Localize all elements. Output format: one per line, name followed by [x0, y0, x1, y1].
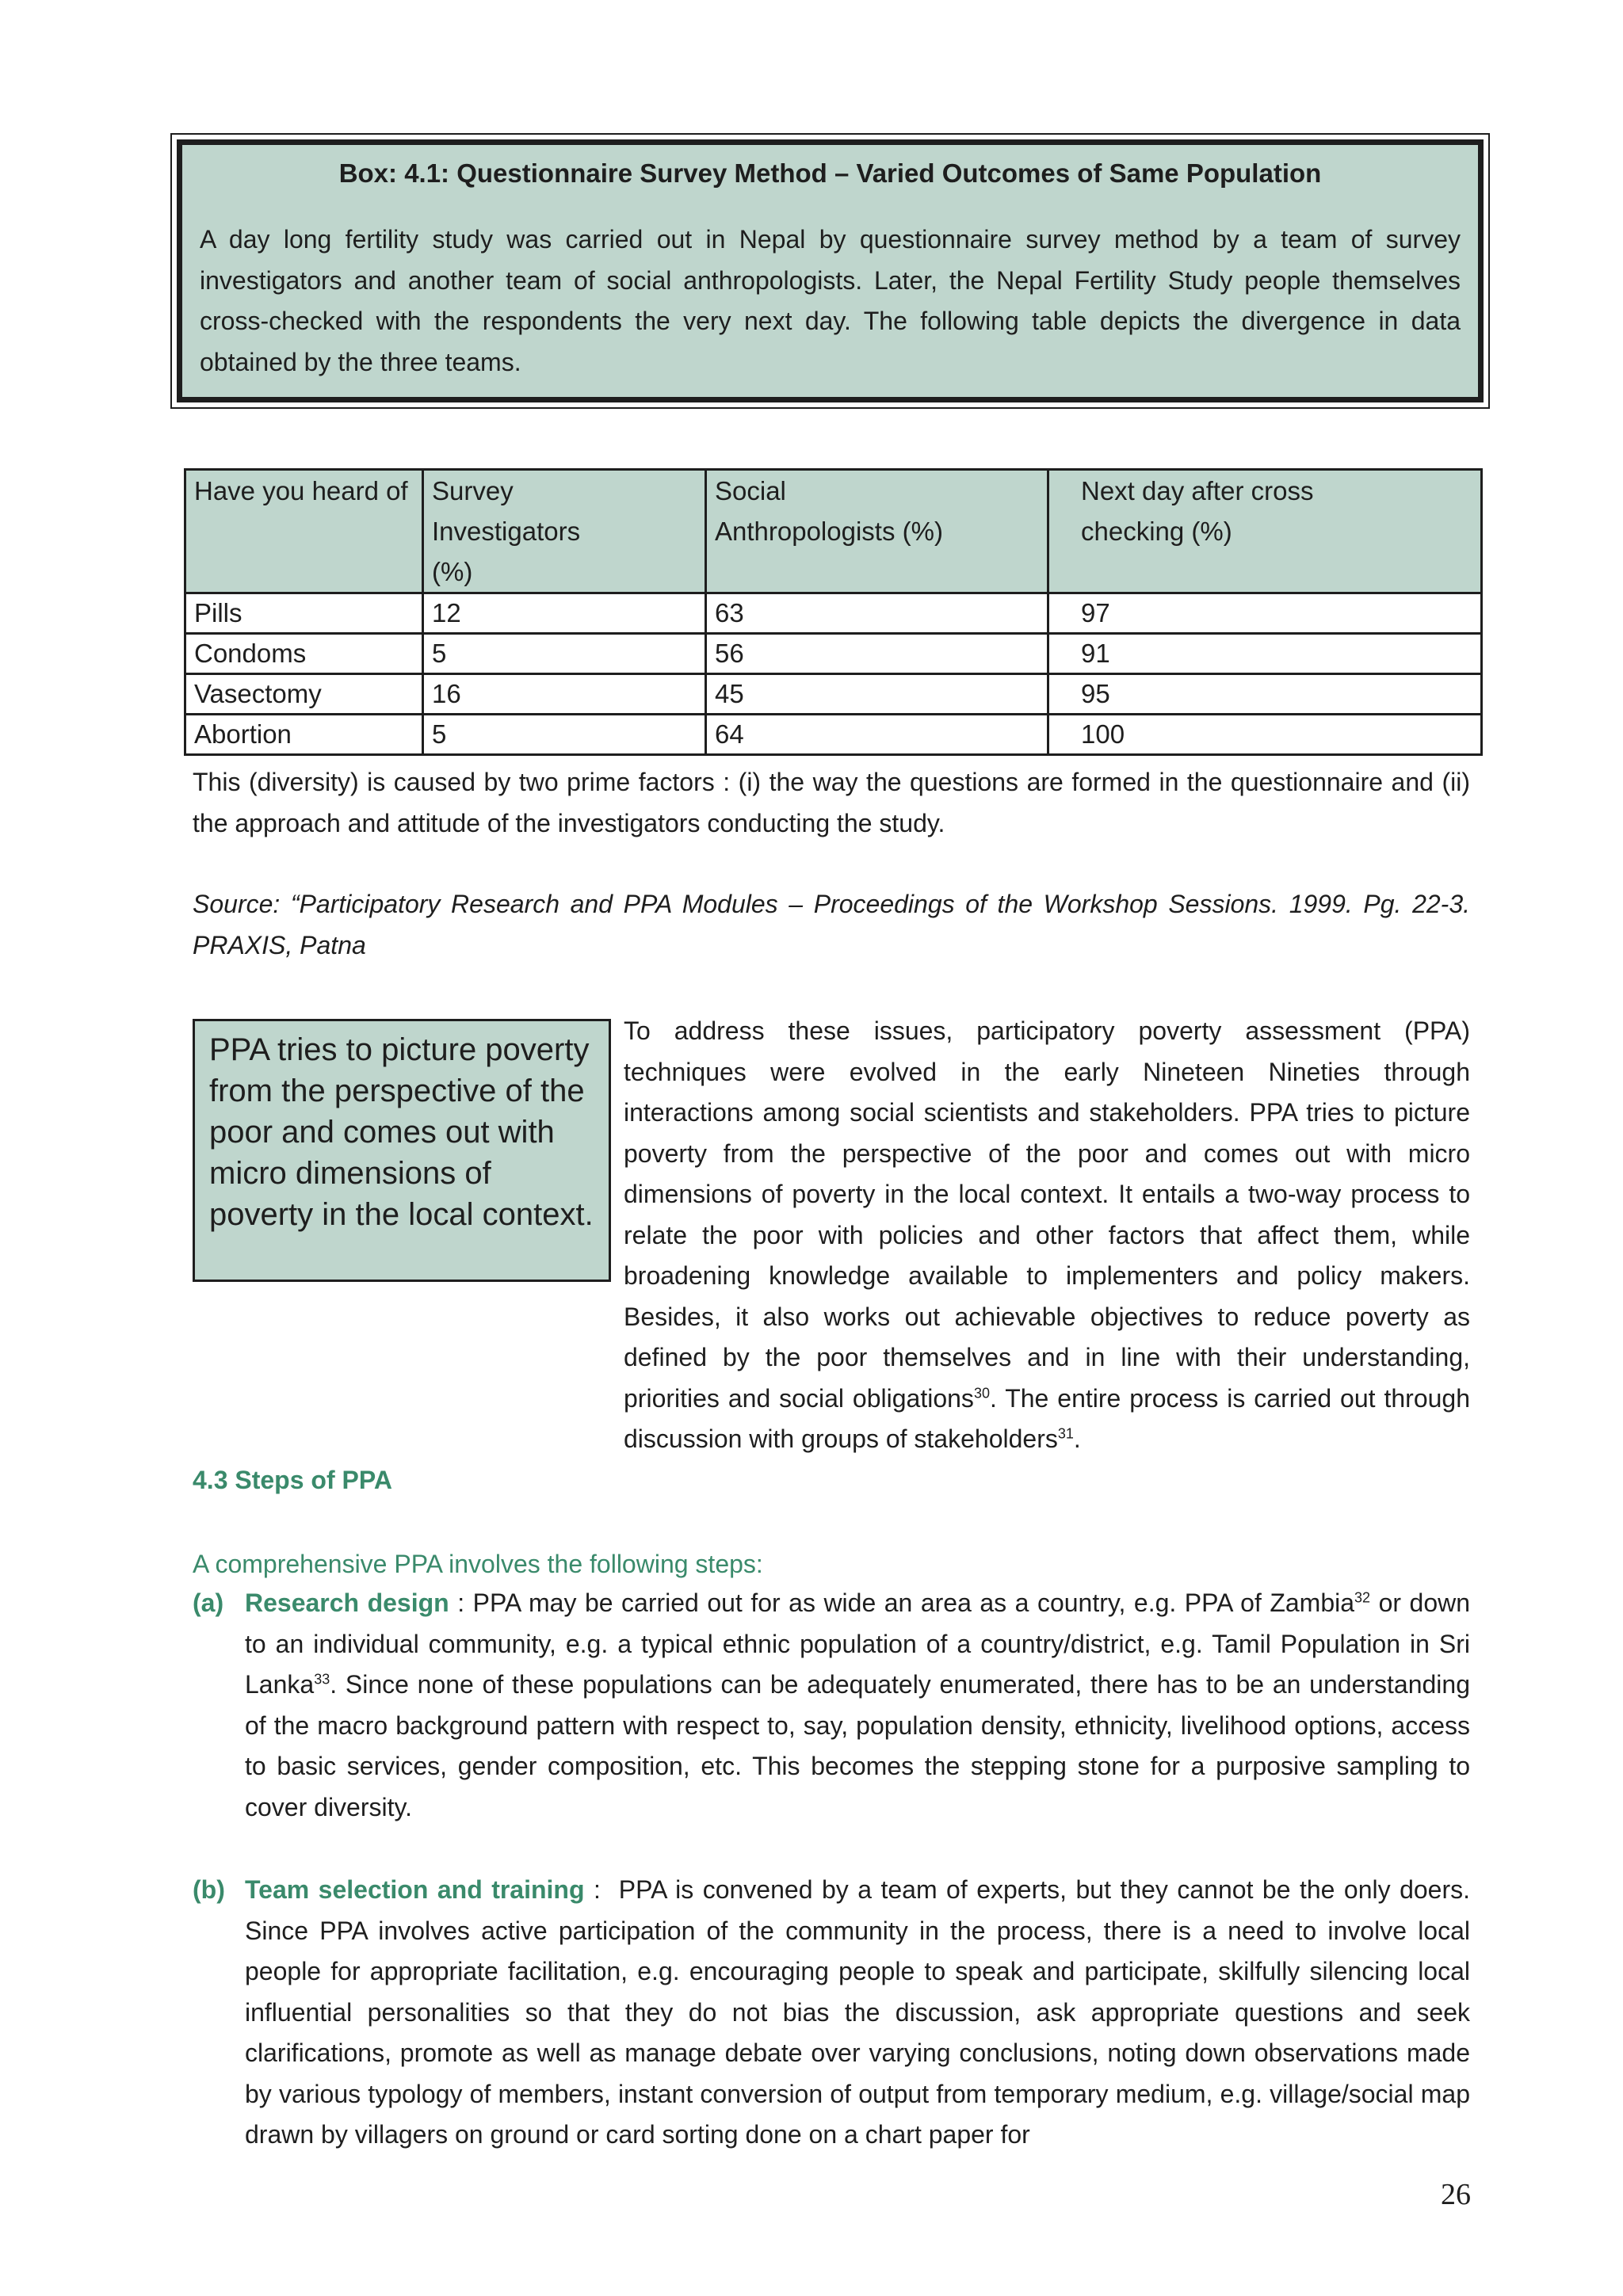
step-separator: :	[449, 1589, 473, 1617]
step-lead: Research design	[245, 1589, 449, 1617]
footnote-ref: 32	[1354, 1589, 1371, 1606]
footnote-ref: 30	[973, 1384, 990, 1401]
page-number: 26	[1441, 2178, 1471, 2211]
table-row	[185, 634, 1482, 674]
table-header-text: Survey Investigators (%)	[432, 476, 581, 586]
step-marker: (a)	[193, 1589, 224, 1617]
table-cell: 56	[706, 634, 1048, 674]
step-body	[245, 1583, 1470, 1828]
ppa-paragraph-text: . The entire process is carried out through discussion with groups of stakeholders	[624, 1383, 1471, 1453]
footnote-ref: 31	[1057, 1425, 1074, 1442]
ppa-paragraph	[624, 1011, 1470, 1460]
step-text: . Since none of these populations can be adequately enumerated, there has to be an understanding of the macro background pattern with respect to, say, population density, ethnicity, livelihood options, access to basic services, gender composition, etc. This becomes the stepping stone for a purposive sampling to cover diversity.	[245, 1670, 1470, 1821]
table-header-text: Next day after cross checking (%)	[1081, 476, 1314, 546]
table-header-cell	[423, 470, 706, 593]
fertility-survey-table	[184, 468, 1483, 756]
step-text: PPA is convened by a team of experts, but they cannot be the only doers. Since PPA involves active participation of the community in the process, there is a need to involve local people for appropriate facilitation, e.g. encouraging people to speak and participate, skilfully silencing local influential personalities so that they do not bias the discussion, ask appropriate questions and seek clarifications, promote as well as manage debate over varying conclusions, noting down observations made by various typology of members, instant conversion of output from temporary medium, e.g. village/social map drawn by villagers on ground or card sorting done on a chart paper for	[245, 1875, 1471, 2149]
diversity-paragraph: This (diversity) is caused by two prime factors : (i) the way the questions are formed in the questionnaire and (ii) the approach and attitude of the investigators conducting the study.	[193, 768, 1470, 837]
table-header-text: Social Anthropologists (%)	[715, 476, 943, 546]
table-cell: Abortion	[185, 715, 423, 755]
table-cell: 12	[423, 593, 706, 634]
table-header-cell: Have you heard of	[185, 470, 423, 593]
section-heading: 4.3 Steps of PPA	[193, 1466, 392, 1494]
ppa-paragraph-text: .	[1073, 1425, 1081, 1453]
table-cell: 45	[706, 674, 1048, 715]
footnote-ref: 33	[314, 1671, 330, 1688]
box-4-1-inner	[177, 139, 1484, 402]
table-row	[185, 715, 1482, 755]
pull-quote-box: PPA tries to picture poverty from the perspective of the poor and comes out with micro dimensions of poverty in the local context.	[193, 1019, 611, 1282]
table-cell: Pills	[185, 593, 423, 634]
step-body	[245, 1870, 1470, 2156]
table-cell: Vasectomy	[185, 674, 423, 715]
step-text: or down to an individual community, e.g. a typical ethnic population of a country/district, e.g. Tamil Population in Sri Lanka	[245, 1589, 1471, 1699]
step-b	[193, 1870, 1470, 2156]
section-intro: A comprehensive PPA involves the following steps:	[193, 1550, 763, 1578]
table-row	[185, 674, 1482, 715]
table-cell: 97	[1048, 593, 1482, 634]
step-a	[193, 1583, 1470, 1828]
table-cell: 91	[1048, 634, 1482, 674]
step-lead: Team selection and training	[245, 1875, 585, 1904]
ppa-paragraph-text: To address these issues, participatory poverty assessment (PPA) techniques were evolved in the early Nineteen Nineties through interactions among social scientists and stakeholders. PPA tries to picture poverty from the perspective of the poor and comes out with micro dimensions of poverty in the local context. It entails a two-way process to relate the poor with policies and other factors that affect them, while broadening knowledge available to implementers and policy makers. Besides, it also works out achievable objectives to reduce poverty as defined by the poor themselves and in line with their understanding, priorities and social obligations	[624, 1016, 1470, 1413]
step-marker: (b)	[193, 1875, 225, 1904]
table-cell: 95	[1048, 674, 1482, 715]
table-cell: 100	[1048, 715, 1482, 755]
table-cell: Condoms	[185, 634, 423, 674]
step-text: PPA may be carried out for as wide an area as a country, e.g. PPA of Zambia	[472, 1589, 1355, 1617]
table-row	[185, 593, 1482, 634]
box-text: A day long fertility study was carried out in Nepal by questionnaire survey method by a team of survey investigators and another team of social anthropologists. Later, the Nepal Fertility Study people themselves cross-checked with the respondents the very next day. The following table depicts the divergence in data obtained by the three teams.	[200, 225, 1461, 376]
table-cell: 16	[423, 674, 706, 715]
box-title: Box: 4.1: Questionnaire Survey Method – Varied Outcomes of Same Population	[338, 158, 1322, 188]
table-header-cell	[706, 470, 1048, 593]
table-header-cell	[1048, 470, 1482, 593]
box-4-1	[170, 133, 1490, 409]
table-cell: 5	[423, 634, 706, 674]
source-citation: Source: “Participatory Research and PPA Modules – Proceedings of the Workshop Sessions. 1999. Pg. 22-3. PRAXIS, Patna	[193, 890, 1470, 959]
table-cell: 64	[706, 715, 1048, 755]
table-header-row	[185, 470, 1482, 593]
table-cell: 5	[423, 715, 706, 755]
step-separator: :	[584, 1875, 619, 1904]
table-cell: 63	[706, 593, 1048, 634]
